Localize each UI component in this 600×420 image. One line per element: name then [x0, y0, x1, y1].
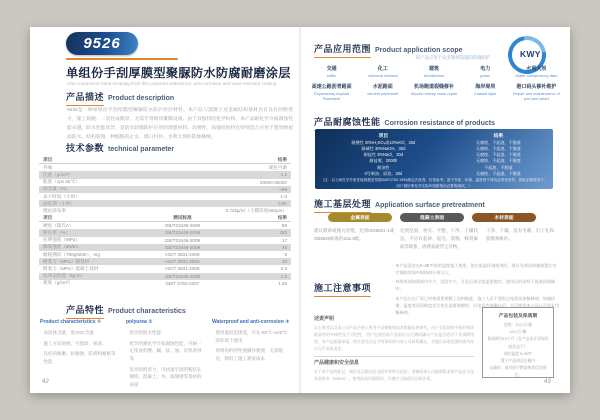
health-body: 关于本产品的标记、储存及运输及安全防护等相关信息，请参阅本公司最新版本的产品安全技术说明书（MSDS），使用前请仔细阅读，并遵守当地相关法律法规。 [314, 369, 474, 382]
column-header: polyurea ② [126, 319, 153, 325]
table-row [39, 258, 291, 265]
table-row [39, 200, 291, 207]
application-item [306, 83, 357, 102]
application-label-zh: 化工 [377, 66, 388, 72]
bullet-text: 良好的耐磨、抗腐蚀、防滑和耐候等性能 [43, 351, 116, 364]
param-name: 粘度（cps 25℃） [43, 179, 81, 185]
bullet-item [212, 347, 290, 362]
pill-metal-surface: 金属表面 [328, 213, 392, 222]
application-label-en: Repair and maintenance of port and wharf [513, 91, 560, 102]
bullet-item [212, 329, 290, 344]
logo-text: KWY [520, 49, 541, 59]
datasheet-spread [30, 27, 570, 393]
col-header: 结果 [277, 156, 287, 162]
page-number-right: 43 [544, 379, 551, 385]
param-value: 颜色可调 [268, 164, 287, 170]
param-value: 88 [281, 223, 288, 229]
param-value: 320 [279, 230, 288, 236]
bullet-icon: · [40, 330, 42, 335]
table-row [39, 265, 291, 272]
bullet-text: 优异的耐化学介质腐蚀性能，可耐一定浓度的酸、碱、盐、油、有机溶剂等 [129, 340, 202, 361]
right-page [300, 27, 570, 393]
table-row [39, 179, 291, 186]
application-label-zh: 交通 [326, 66, 337, 72]
application-item [357, 83, 408, 102]
application-label-en: Expressway Asphalt Pavement [314, 91, 350, 102]
table-row [39, 273, 291, 280]
table-row [39, 164, 291, 171]
param-name: 撕裂强度（kN/m） [43, 244, 82, 250]
bullet-icon: - [392, 263, 394, 268]
pill-wood-surface: 木材表面 [472, 213, 536, 222]
param-value: 0.72kg/㎡（干膜厚度500μm） [225, 207, 287, 213]
test-standard: GB/T23446-2009 [164, 230, 201, 236]
application-item [408, 83, 459, 102]
application-label-zh: 电力 [480, 66, 491, 72]
characteristics-column-2 [126, 319, 202, 391]
heading-zh: 施工基层处理 [314, 197, 371, 213]
param-name: 伸长率（%） [43, 229, 71, 235]
application-grid-row-1 [306, 65, 562, 78]
application-item [460, 83, 511, 102]
param-value: 1.25 [278, 280, 288, 286]
application-label-en: chemical industry [367, 73, 398, 78]
precaution-item [392, 279, 560, 293]
col-header: 项目 [378, 134, 389, 139]
application-label-zh: 机场跑道裂缝修补 [414, 84, 455, 90]
table-row [39, 229, 291, 236]
pretreatment-text-concrete: 达到坚固、密实、平整、干净、干燥状态，不应有起砂、起壳、裂缝、蜂窝麻面等现象，清理表面浮尘杂物。 [400, 228, 478, 250]
table-body [39, 164, 291, 214]
test-standard: GB/T 6750-2007 [165, 280, 200, 286]
param-name: 附着力（MPa）混凝土基材 [43, 265, 99, 271]
bullet-item [40, 329, 116, 337]
test-item: 耐盐性 3%NaCl，30d [363, 152, 404, 158]
param-value: 10 [281, 259, 288, 265]
page-number-left: 42 [42, 379, 49, 385]
param-name: 密度（g/cm³） [43, 280, 73, 286]
param-value: 3.3 [280, 266, 288, 272]
test-standard: HG/T 3831-2006 [165, 252, 200, 258]
bullet-icon: · [126, 330, 128, 335]
bullet-item [40, 340, 116, 348]
bullet-text: 优异的防水性能 [129, 330, 161, 335]
bullet-icon: · [126, 340, 128, 346]
col-header: 结果 [493, 134, 504, 139]
test-item: 0号柴油、原油，30d [364, 170, 403, 176]
heading-zh: 产品描述 [66, 90, 104, 106]
test-standard: GB/T23446-2009 [164, 237, 201, 243]
heading-en: technical parameter [108, 146, 175, 153]
bullet-text: 施工方法简便，可刮涂、抹涂。 [43, 340, 107, 346]
test-result: 无腐蚀、不起泡、不脱落 [475, 146, 521, 152]
heading-zh: 产品应用范围 [314, 42, 371, 58]
application-item [460, 65, 511, 78]
param-name: 比重（g/cm³） [43, 171, 73, 177]
col-header: 结果 [277, 214, 288, 220]
column-header: Product characteristics ① [40, 319, 102, 325]
pill-concrete-surface: 混凝土表面 [400, 213, 464, 222]
param-value: 1.8 [280, 273, 288, 279]
application-label-en: Airport runway crack repair [410, 91, 458, 96]
section-heading-parameters [66, 141, 174, 157]
bullet-list [126, 329, 202, 388]
table-row [39, 193, 291, 200]
packaging-line: 置于产品阴凉仓储内 [500, 359, 536, 364]
bullet-item [40, 350, 116, 365]
param-value: 8 [284, 252, 288, 258]
corrosion-table-panel [315, 129, 553, 189]
application-label-zh: 建筑 [429, 66, 440, 72]
parameter-table-basic [39, 156, 291, 215]
test-result: 无腐蚀、不起泡、不脱落 [475, 170, 521, 176]
param-value: 0.5h [278, 201, 287, 207]
table-row [39, 251, 291, 258]
param-value: >99 [279, 186, 287, 192]
heading-en: Product application scope [375, 47, 463, 54]
test-standard: GB/T23446-2009 [164, 223, 201, 229]
test-standard: HG/T 3831-2006 [165, 266, 200, 272]
section-heading-characteristics [66, 303, 186, 319]
test-result: 不起泡、不脱落 [484, 164, 513, 170]
application-label-en: cement pavement [367, 91, 399, 96]
bullet-item [126, 340, 202, 363]
table-header-row [39, 214, 291, 222]
health-title: 产品健康和安全信息 [314, 360, 360, 366]
test-result: 无腐蚀、不起泡、不脱落 [475, 158, 521, 164]
corrosion-header-row [319, 132, 549, 139]
bullet-list [212, 329, 290, 363]
test-item: 耐酸性 30%H₂SO₄或10%HCl，30d [351, 140, 416, 145]
precaution-text: 本产品适宜在5~35℃时的温度施工使用，如在低温环境使用时，建议先将涂料桶放置在有空调的房间中保持24小时以上。 [395, 263, 557, 275]
packaging-title: 产品包装及保质期 [498, 314, 538, 319]
application-label-zh: 水利大坝 [526, 66, 547, 72]
bullet-icon: · [126, 366, 128, 372]
packaging-lines [486, 322, 550, 380]
param-value: 48 [281, 244, 288, 250]
param-name: 磨耗测试（750g/500r），mg [43, 251, 100, 257]
packaging-line: 运输时，请对照不燃货物类信息规定。 [489, 366, 547, 378]
application-label-en: traffic [326, 73, 337, 78]
col-header: 测试标准 [173, 214, 192, 220]
bullet-text: 使用温度范围宽，可在-50℃~120℃的环境下使用 [215, 330, 288, 343]
section-heading-pretreatment [314, 197, 485, 213]
table-row [39, 171, 291, 178]
precaution-text: 材料表面如需使用多少、刮涂多少，开孔后请尽快盖紧密封，使用后的涂料不再放回原桶中。 [395, 279, 556, 292]
heading-en: Corrosion resistance of products [384, 120, 495, 127]
product-code-badge: 9526 [66, 32, 138, 55]
pretreatment-text-metal: 建议喷砂或抛丸处理，达到ISO8501-1或GB8923标准的Sa2.5级。 [314, 228, 394, 242]
application-label-zh: 高速公路沥青路面 [311, 84, 352, 90]
application-item [306, 65, 357, 78]
characteristics-column-3 [212, 319, 290, 366]
left-page [30, 27, 300, 393]
column-header: Waterproof and anti-corrosion ③ [212, 319, 290, 325]
application-note: 该产品应用于众多领域设施的防腐防护 [415, 55, 491, 60]
parameter-table-tested [39, 214, 291, 287]
product-title: 单组份手刮厚膜型聚脲防水防腐耐磨涂层 [66, 66, 291, 80]
bullet-text: 单组份的特性使操作便捷，无需配比，降低了施工难度成本 [215, 348, 283, 361]
param-value: 20000-30000 [259, 179, 287, 185]
test-standard: GB/T23446-2009 [164, 244, 201, 250]
test-result: 无腐蚀、不起泡、不脱落 [475, 152, 521, 158]
test-standard: GB/T23446-2009 [164, 273, 201, 279]
application-item [357, 65, 408, 78]
col-header: 项目 [43, 214, 53, 220]
table-row [39, 222, 291, 229]
table-row [39, 237, 291, 244]
packaging-line: 储存温度 5-35℃ [503, 351, 533, 356]
application-label-en: Coastal dyke [473, 91, 497, 96]
application-label-en: Water conservancy dam [515, 73, 558, 78]
bullet-icon: · [212, 330, 214, 335]
precaution-text: 本产品在出厂时已经按需要调整了涂料粘度，施工人员不要私自连续添加稀释剂。如遇环境、温度等原因粘度发生变化需要调整时，应电话咨询确认后，方可使用本公司认可的专用稀释剂。 [395, 295, 560, 315]
bullet-list [40, 329, 116, 366]
param-name: 理论涂布率 [43, 207, 66, 213]
application-label-en: Architecture [423, 73, 445, 78]
heading-zh: 产品特性 [66, 303, 104, 319]
heading-zh: 技术参数 [66, 141, 104, 157]
disclaimer-body: 以上所述以及本公司产品手册上所列产品参数和技术数据仅供参考，由于实际使用中基材和环境条件的多样性及不可控性，用户在使用本产品前应自行测试确认产品是否适用于其预期用途，本产品质量承诺、相关责任以及不明事项请与本公司联系确认，对超出承诺范围的使用本公司不承担责任。 [314, 324, 474, 357]
param-name: 外观 [43, 164, 53, 170]
heading-zh: 产品耐腐蚀性能 [314, 115, 381, 131]
product-title-en: One component hand scraping thick film polyurea waterproof, anti-corrosion and wear-resistant coating [67, 81, 277, 86]
param-name: 表干时间（小时） [43, 193, 80, 199]
bullet-item [126, 366, 202, 389]
characteristics-column-1 [40, 319, 116, 369]
param-name: 拉伸强度（MPa） [43, 237, 81, 243]
param-value: 1.1 [280, 172, 287, 178]
section-heading-description [66, 90, 174, 106]
section-heading-precautions [314, 281, 371, 297]
application-item [511, 65, 562, 78]
bullet-text: 优异的附着力，可快速牢固的粘结在钢铁、混凝土、木、玻璃钢等基材的表面 [129, 366, 202, 387]
packaging-line: 保质期为12个月（在产品未开封保存的状态下） [487, 337, 549, 349]
badge-accent-line [66, 58, 178, 60]
param-value: 1-2 [280, 194, 287, 200]
param-value: 17 [281, 237, 288, 243]
packaging-box [482, 307, 554, 378]
application-label-zh: 水泥路面 [372, 84, 393, 90]
param-name: 抗冲击性能（kg·m） [43, 273, 86, 279]
table-body [39, 222, 291, 287]
param-name: 固含量（%） [43, 186, 71, 192]
precaution-item [392, 263, 560, 277]
bullet-icon: - [392, 295, 394, 301]
bullet-icon: · [40, 351, 42, 357]
heading-en: Product characteristics [108, 308, 186, 315]
table-row [39, 280, 291, 287]
param-name: 硬度（邵氏A） [43, 222, 74, 228]
page-fold-divider [299, 27, 302, 393]
corrosion-row [319, 171, 549, 177]
bullet-icon: · [40, 340, 42, 346]
packaging-line: 包装：10公斤/桶 [503, 323, 533, 327]
application-label-en: power [479, 73, 491, 78]
application-label-zh: 海岸堤坝 [475, 84, 496, 90]
application-item [408, 65, 459, 78]
disclaimer-title: 述责声明 [314, 316, 335, 322]
param-name: 附着力（MPa）钢基材 [43, 258, 90, 264]
application-item [511, 83, 562, 102]
test-result: 无腐蚀、不起泡、不脱落 [475, 140, 521, 145]
table-header-row [39, 156, 291, 164]
bullet-icon: · [212, 348, 214, 354]
bullet-text: 高固体含量，低VOC含量 [43, 330, 94, 335]
heading-en: Application surface pretreatment [375, 202, 485, 209]
application-label-zh: 港口码头修补维护 [516, 84, 557, 90]
col-header: 项目 [43, 156, 53, 162]
description-body: 9526是一种单组份手刮厚膜型聚脲防水防护涂层材料。本产品与混凝土及金属结构基材具有良好的附着力，施工简便、一次性成膜厚，无需专用喷涂覆膜设备。由于其独特的化学结构，本产品耐化学介质腐蚀性能卓越，防水性能优异，是防水防腐防护应用的理想材料。高弹性、高强度的特点特别适合应用于建筑物屋面防水、结构裂缝、伸缩缝的止水、堵口封补、水利大坝的防渗修缮。 [67, 108, 293, 140]
param-name: 固化期（小时） [43, 200, 76, 206]
table-row [39, 244, 291, 251]
bullet-icon: - [392, 279, 394, 285]
pretreatment-text-wood: 干净、干燥、没有毛刺，钉子孔和裂缝须修补。 [486, 228, 554, 242]
heading-en: Product description [108, 95, 175, 102]
test-item: 耐油性 [377, 164, 390, 170]
test-item: 耐盐雾，2000h [369, 158, 398, 164]
corrosion-table-body [319, 140, 549, 177]
test-item: 耐碱性 30%NaOH，30d [361, 146, 406, 152]
corrosion-note: （注：以上耐化学介质性能数据是依据GB/T1763-1994测定法获得，仅供参考。鉴于介质、环境、温度的不同均会带来差异，因此必要情况下，用户最好事先对实际环境做相应必要的测试。） [320, 178, 548, 188]
application-grid-row-2 [306, 83, 562, 102]
table-row [39, 186, 291, 193]
bullet-item [126, 329, 202, 337]
test-standard: HG/T 3831-2006 [165, 259, 200, 265]
heading-zh: 施工注意事项 [314, 281, 371, 297]
packaging-line: 20公斤/桶 [509, 330, 527, 335]
